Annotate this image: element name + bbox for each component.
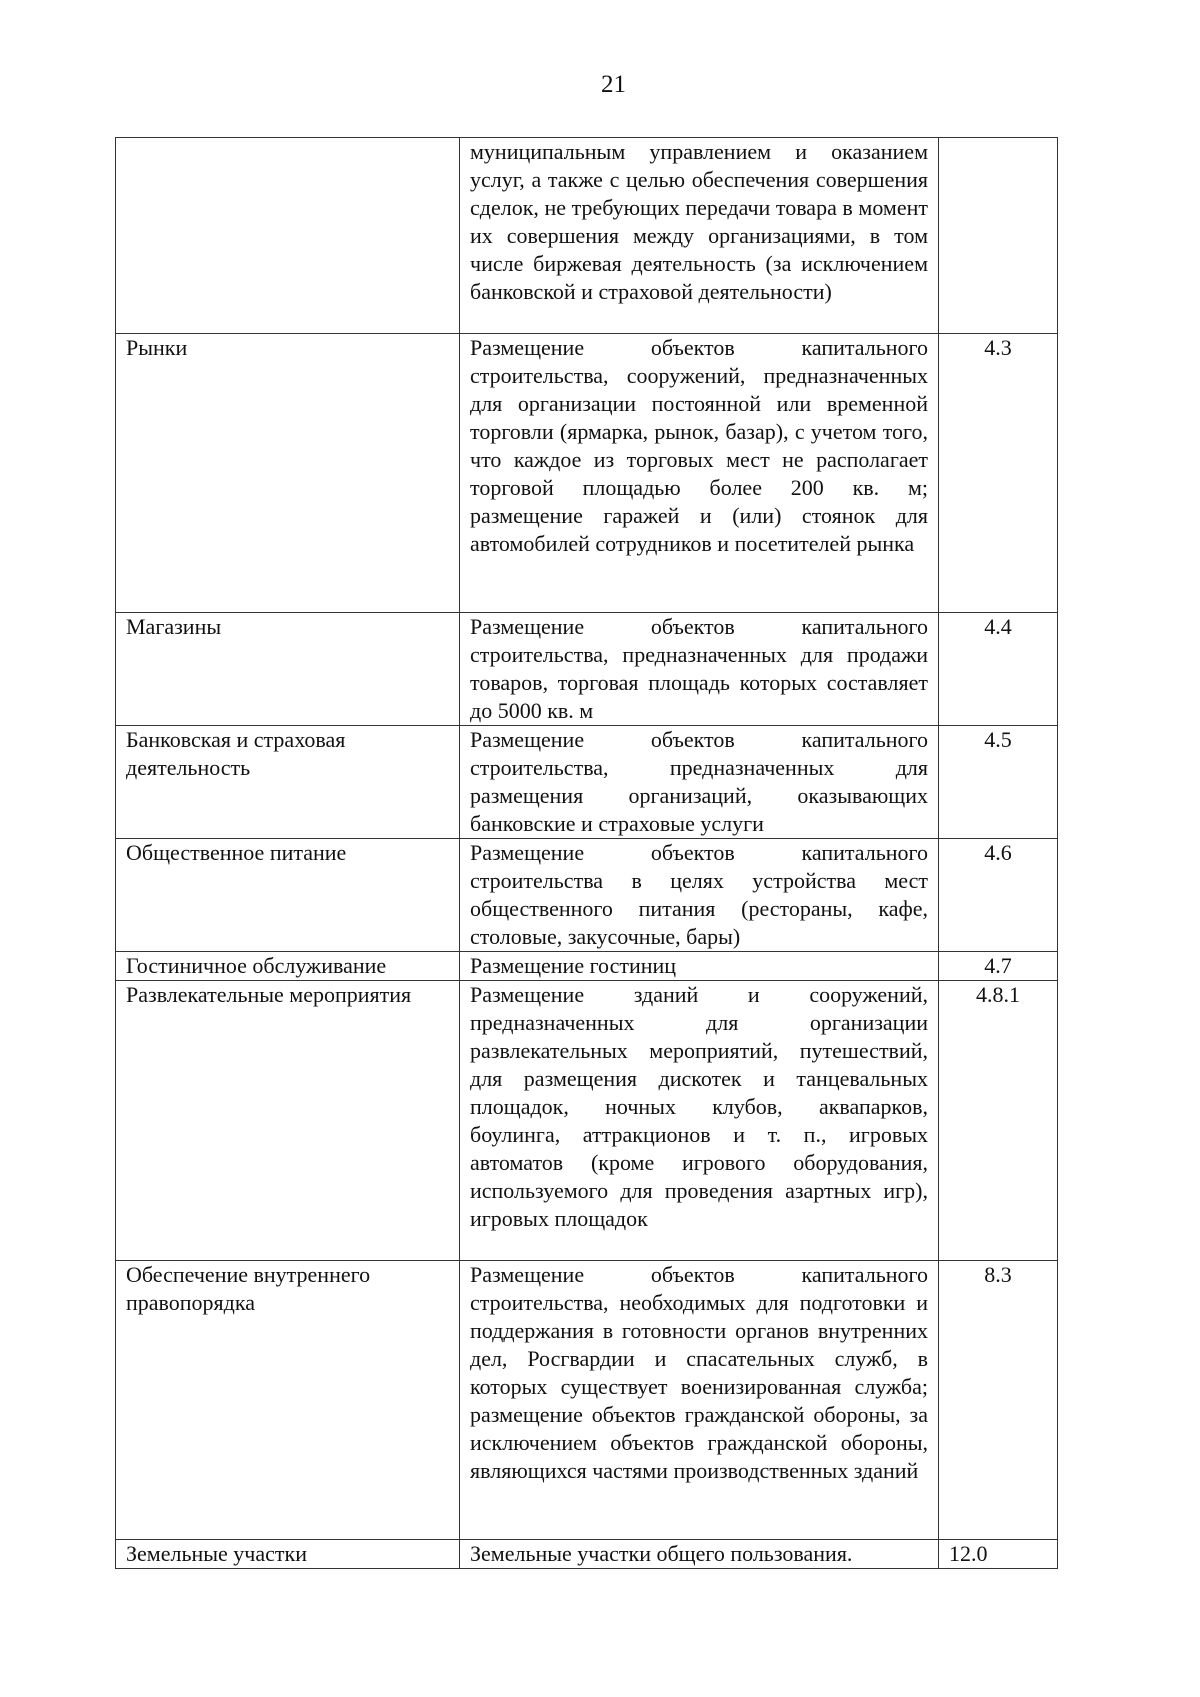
table-row <box>116 726 1058 839</box>
use-name-cell: Развлекательные мероприятия <box>116 981 460 1261</box>
page-number: 21 <box>601 71 626 98</box>
use-description-cell: Земельные участки общего пользования. <box>460 1540 939 1569</box>
use-code-cell: 8.3 <box>939 1261 1058 1540</box>
land-use-table <box>115 137 1058 1569</box>
use-description-cell: Размещение объектов капитального строительства, предназначенных для продажи товаров, торговая площадь которых составляет до 5000 кв. м <box>460 613 939 726</box>
table-row <box>116 839 1058 952</box>
table-row <box>116 138 1058 334</box>
use-code-cell: 12.0 <box>939 1540 1058 1569</box>
use-name-cell: Обеспечение внутреннего правопорядка <box>116 1261 460 1540</box>
use-name-cell: Общественное питание <box>116 839 460 952</box>
use-code-cell: 4.8.1 <box>939 981 1058 1261</box>
table-row <box>116 952 1058 981</box>
use-description-cell: Размещение объектов капитального строительства в целях устройства мест общественного питания (рестораны, кафе, столовые, закусочные, бары) <box>460 839 939 952</box>
table-row <box>116 613 1058 726</box>
use-code-cell: 4.7 <box>939 952 1058 981</box>
table-row <box>116 1261 1058 1540</box>
use-code-cell <box>939 138 1058 334</box>
use-description-cell: Размещение гостиниц <box>460 952 939 981</box>
use-code-cell: 4.3 <box>939 334 1058 613</box>
use-name-cell: Рынки <box>116 334 460 613</box>
use-name-cell: Магазины <box>116 613 460 726</box>
use-name-cell: Гостиничное обслуживание <box>116 952 460 981</box>
use-description-cell: Размещение объектов капитального строительства, необходимых для подготовки и поддержания в готовности органов внутренних дел, Росгвардии и спасательных служб, в которых существует военизированная служба; размещение объектов гражданской обороны, за исключением объектов гражданской обороны, являющихся частями производственных зданий <box>460 1261 939 1540</box>
use-name-cell: Земельные участки <box>116 1540 460 1569</box>
use-name-cell: Банковская и страховая деятельность <box>116 726 460 839</box>
use-code-cell: 4.4 <box>939 613 1058 726</box>
use-code-cell: 4.6 <box>939 839 1058 952</box>
use-description-cell: Размещение объектов капитального строительства, сооружений, предназначенных для организации постоянной или временной торговли (ярмарка, рынок, базар), с учетом того, что каждое из торговых мест не располагает торговой площадью более 200 кв. м; размещение гаражей и (или) стоянок для автомобилей сотрудников и посетителей рынка <box>460 334 939 613</box>
table-row <box>116 981 1058 1261</box>
use-code-cell: 4.5 <box>939 726 1058 839</box>
use-description-cell: Размещение объектов капитального строительства, предназначенных для размещения организаций, оказывающих банковские и страховые услуги <box>460 726 939 839</box>
table-row <box>116 1540 1058 1569</box>
use-description-cell: Размещение зданий и сооружений, предназначенных для организации развлекательных мероприятий, путешествий, для размещения дискотек и танцевальных площадок, ночных клубов, аквапарков, боулинга, аттракционов и т. п., игровых автоматов (кроме игрового оборудования, используемого для проведения азартных игр), игровых площадок <box>460 981 939 1261</box>
use-description-cell: муниципальным управлением и оказанием услуг, а также с целью обеспечения совершения сделок, не требующих передачи товара в момент их совершения между организациями, в том числе биржевая деятельность (за исключением банковской и страховой деятельности) <box>460 138 939 334</box>
table-row <box>116 334 1058 613</box>
use-name-cell <box>116 138 460 334</box>
